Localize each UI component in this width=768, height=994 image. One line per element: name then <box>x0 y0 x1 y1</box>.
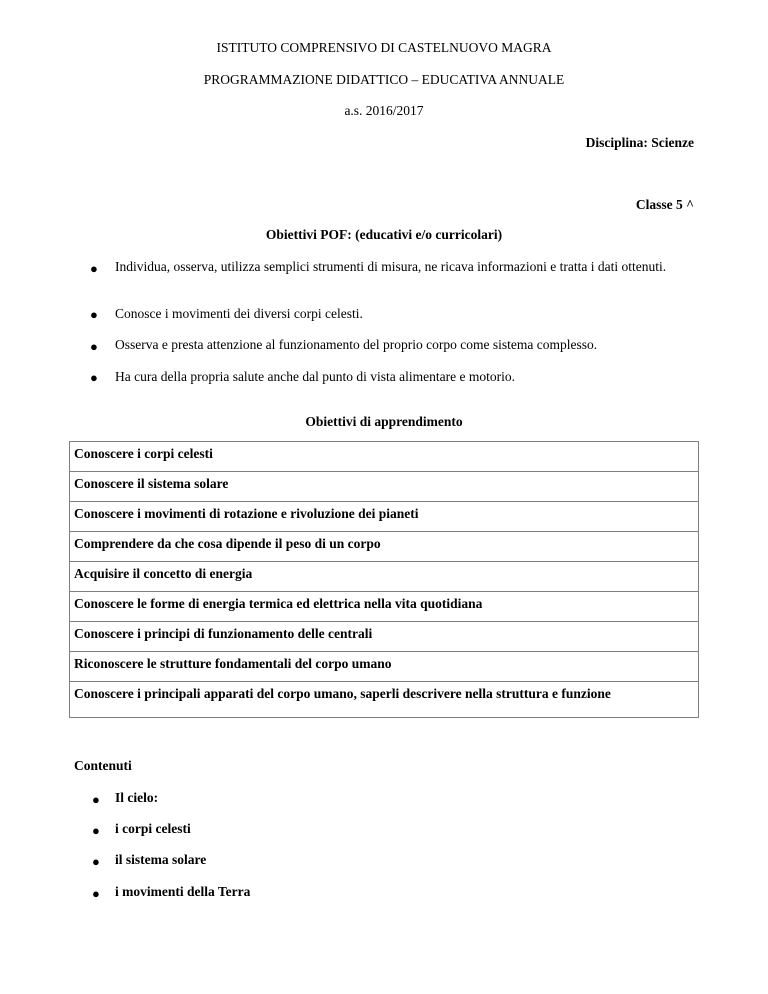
bullet-icon: ● <box>90 307 98 322</box>
school-year: a.s. 2016/2017 <box>344 103 424 118</box>
bullet-icon: ● <box>92 823 100 838</box>
table-row <box>70 622 699 652</box>
table-cell: Riconoscere le strutture fondamentali del corpo umano <box>70 652 699 682</box>
contents-item: Il cielo: <box>115 790 159 805</box>
table-row <box>70 682 699 718</box>
pof-item: Osserva e presta attenzione al funzionamento del proprio corpo come sistema complesso. <box>115 337 598 352</box>
table-row <box>70 442 699 472</box>
table-row <box>70 652 699 682</box>
table-row <box>70 562 699 592</box>
contents-title: Contenuti <box>74 758 132 773</box>
table-row <box>70 532 699 562</box>
pof-item: Conosce i movimenti dei diversi corpi celesti. <box>115 306 363 321</box>
bullet-icon: ● <box>92 792 100 807</box>
program-title: PROGRAMMAZIONE DIDATTICO – EDUCATIVA ANNUALE <box>203 72 565 87</box>
pof-item: Individua, osserva, utilizza semplici strumenti di misura, ne ricava informazioni e tratta i dati ottenuti. <box>115 259 667 274</box>
pof-item: Ha cura della propria salute anche dal punto di vista alimentare e motorio. <box>115 369 515 384</box>
table-cell: Conoscere i principali apparati del corpo umano, saperli descrivere nella struttura e funzione <box>70 682 699 718</box>
bullet-icon: ● <box>92 854 100 869</box>
table-cell: Conoscere le forme di energia termica ed elettrica nella vita quotidiana <box>70 592 699 622</box>
learning-title: Obiettivi di apprendimento <box>305 414 463 429</box>
table-row <box>70 502 699 532</box>
table-cell: Conoscere i corpi celesti <box>70 442 699 472</box>
table-cell: Comprendere da che cosa dipende il peso di un corpo <box>70 532 699 562</box>
table-cell: Acquisire il concetto di energia <box>70 562 699 592</box>
school-name: ISTITUTO COMPRENSIVO DI CASTELNUOVO MAGRA <box>216 40 552 55</box>
pof-title: Obiettivi POF: (educativi e/o curricolari) <box>265 227 503 242</box>
learning-table <box>69 441 699 718</box>
table-row <box>70 592 699 622</box>
contents-item: il sistema solare <box>115 852 207 867</box>
bullet-icon: ● <box>90 261 98 276</box>
table-row <box>70 472 699 502</box>
bullet-icon: ● <box>90 339 98 354</box>
table-cell: Conoscere i principi di funzionamento delle centrali <box>70 622 699 652</box>
table-cell: Conoscere il sistema solare <box>70 472 699 502</box>
contents-item: i movimenti della Terra <box>115 884 251 899</box>
contents-item: i corpi celesti <box>115 821 191 836</box>
bullet-icon: ● <box>92 886 100 901</box>
bullet-icon: ● <box>90 370 98 385</box>
discipline-label: Disciplina: Scienze <box>585 135 694 150</box>
table-cell: Conoscere i movimenti di rotazione e rivoluzione dei pianeti <box>70 502 699 532</box>
class-label: Classe 5 ^ <box>635 197 694 212</box>
